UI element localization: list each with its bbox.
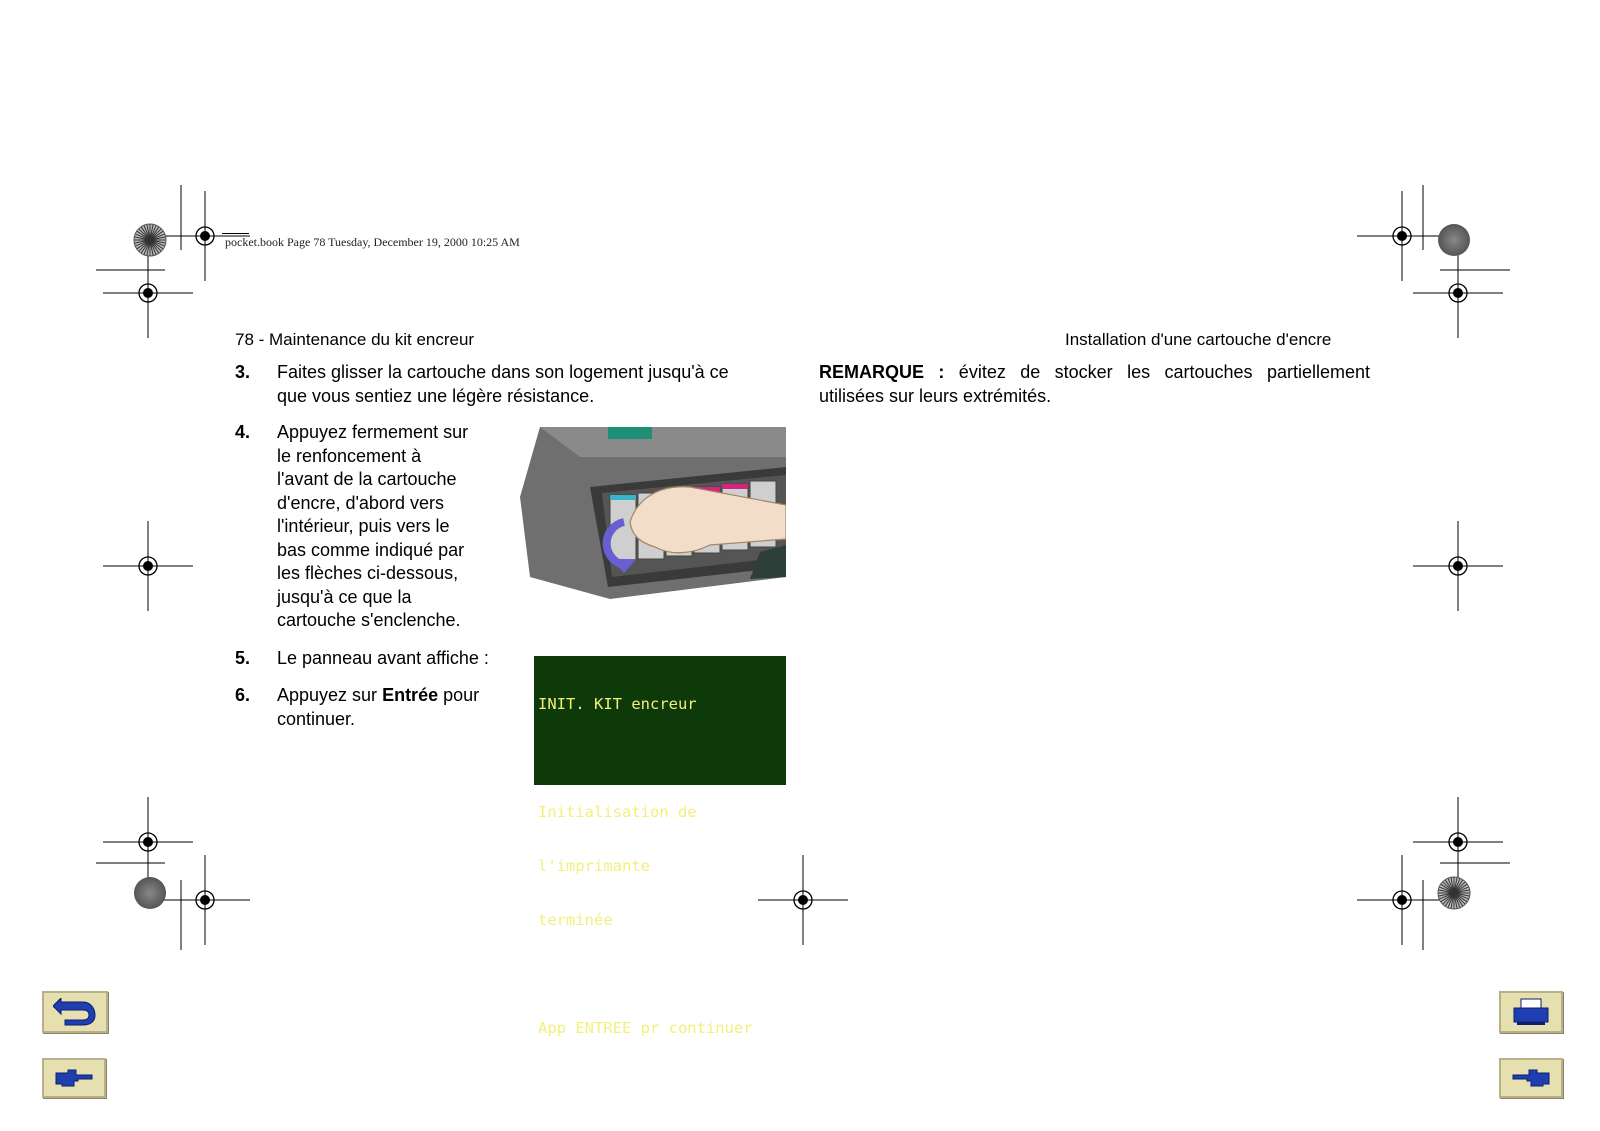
step-line: jusqu'à ce que la xyxy=(277,586,412,607)
print-button[interactable] xyxy=(1499,991,1563,1033)
back-button[interactable] xyxy=(42,991,108,1033)
next-page-button[interactable] xyxy=(42,1058,106,1098)
note-text: évitez de stocker les cartouches partiellement utilisées sur leurs extrémités. xyxy=(819,362,1370,406)
step-line: l'avant de la cartouche xyxy=(277,469,457,489)
step-text: pour xyxy=(438,685,480,705)
running-header-left: 78 - Maintenance du kit encreur xyxy=(235,330,475,349)
note-label: REMARQUE : xyxy=(819,362,945,382)
step-line: Le panneau avant affiche : xyxy=(277,648,489,668)
lcd-line: INIT. KIT encreur xyxy=(538,695,697,713)
lcd-line: App ENTREE pr continuer xyxy=(538,1019,753,1037)
step-line: continuer. xyxy=(277,708,356,729)
step-line: cartouche s'enclenche. xyxy=(277,610,461,630)
previous-page-button[interactable] xyxy=(1499,1058,1563,1098)
back-arrow-icon xyxy=(53,998,97,1026)
note-paragraph xyxy=(819,361,1370,408)
printer-icon xyxy=(1511,997,1551,1027)
lcd-line xyxy=(538,749,782,767)
step-number: 4. xyxy=(235,422,251,442)
front-panel-display xyxy=(534,656,786,1037)
step-line: d'encre, d'abord vers xyxy=(277,492,444,513)
lcd-line: Initialisation de xyxy=(538,803,697,821)
step-line: Faites glisser la cartouche dans son logement jusqu'à ce xyxy=(277,362,729,382)
lcd-line: terminée xyxy=(538,911,613,929)
step-line: bas comme indiqué par xyxy=(277,539,465,560)
running-header-right: Installation d'une cartouche d'encre xyxy=(1065,330,1332,349)
step-line: les flèches ci-dessous, xyxy=(277,563,459,583)
step-line: Appuyez fermement sur xyxy=(277,422,469,442)
lcd-line xyxy=(538,965,782,983)
step-line: que vous sentiez une légère résistance. xyxy=(277,385,595,406)
enter-key-label: Entrée xyxy=(382,685,439,705)
step-number: 3. xyxy=(235,362,251,382)
step-line: le renfoncement à xyxy=(277,445,422,466)
lcd-line: l'imprimante xyxy=(538,857,650,875)
step-number: 6. xyxy=(235,685,251,705)
step-number: 5. xyxy=(235,648,251,668)
cartridge-install-illustration xyxy=(520,427,786,599)
pointing-hand-left-icon xyxy=(1511,1067,1551,1089)
print-slug: pocket.book Page 78 Tuesday, December 19, 2000 10:25 AM xyxy=(225,235,520,249)
step-text: Appuyez sur xyxy=(277,685,383,705)
step-line: l'intérieur, puis vers le xyxy=(277,516,450,536)
pointing-hand-right-icon xyxy=(54,1067,94,1089)
